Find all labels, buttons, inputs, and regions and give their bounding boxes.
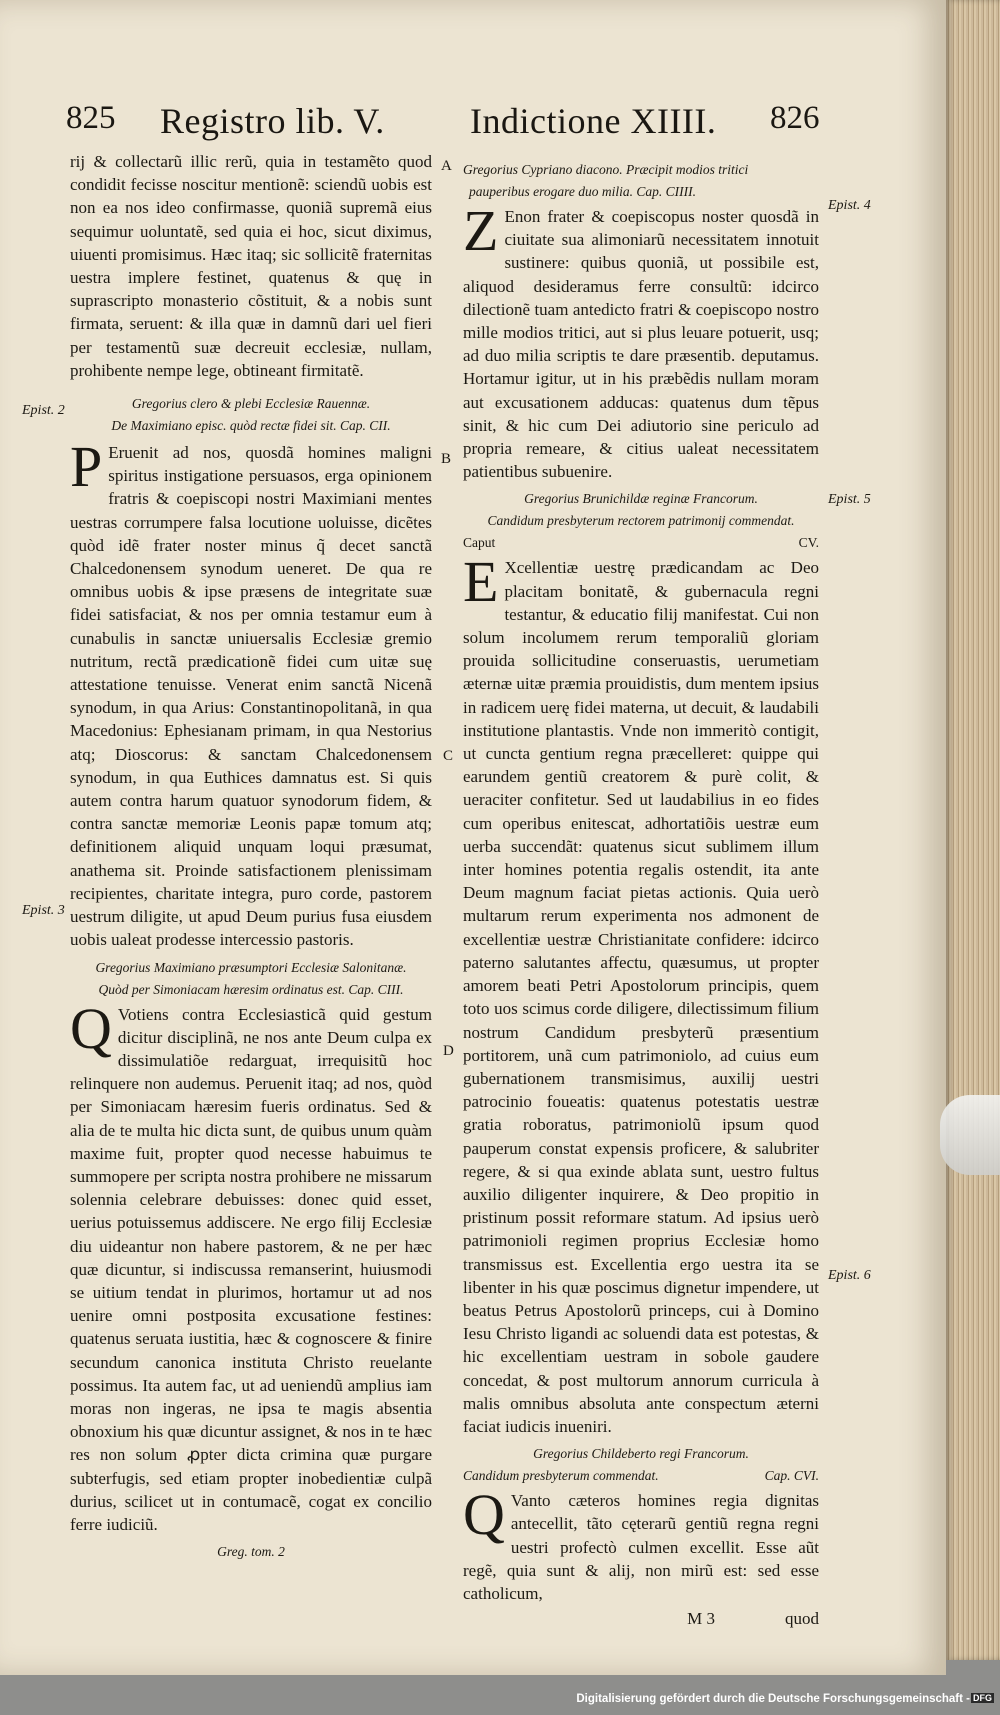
chapter-102-heading-title: De Maximiano episc. quòd rectæ fidei sit. Cap. CII. [111,418,391,434]
margin-note-epist-4: Epist. 4 [828,198,871,213]
page-clip [940,1095,1000,1175]
gathering-signature: Greg. tom. 2 [217,1544,285,1560]
digitization-credit: Digitalisierung gefördert durch die Deutsche Forschungsgemeinschaft - [576,1693,970,1705]
chapter-102-heading-addressee: Gregorius clero & plebi Ecclesiæ Rauennæ. [131,396,371,412]
continued-text: rij & collectarũ illic rerũ, quia in testamẽto quod condidit fecisse noscitur mentionẽ: sciendũ uobis est non ea nos ideo confirmasse, quoniã supremã eius sequimur uoluntatẽ, sed quia ei hoc, sicut diximus, uiuenti promisimus. Hæc itaq; sic sollicitẽ fraternitas uestra implere festinet, quatenus & quę in suprascripto monasterio cõstituit, & a nobis sunt firmata, seruent: & illa quæ in damnũ dari uel fieri per testamentũ suæ decreuit ecclesiæ, nullam, prohibente nempe lege, obtineant firmitatẽ. [70,152,432,380]
chapter-105-heading-addressee: Gregorius Brunichildæ reginæ Francorum. [524,491,758,507]
chapter-106-subject: Candidum presbyterum commendat. [463,1468,659,1484]
page-foot-marks [463,1607,819,1630]
chapter-106-heading-addressee: Gregorius Childeberto regi Francorum. [533,1446,749,1462]
chapter-105-number: CV. [798,535,819,551]
margin-note-epist-5: Epist. 5 [828,492,871,507]
chapter-105-body [463,549,819,1438]
chapter-102-text: Eruenit ad nos, quosdã homines maligni spiritus instigatione persuasos, erga opinionem fratris & coepiscopi nostri Maximiani mentes uestras corrumpere falsa locutione uoluisse, dicẽtes quòd idẽ frater noster minus q̃ decet sanctã Chalcedonensem synodum ueneret. De qua re omnibus uobis & ipse præsens de integritate suæ fidei satisfaciat, & nos per omnia testamur eum à cunabulis in sanctæ uniuersalis Ecclesiæ gremio nutritum, rectã prædicationẽ fidei cum uitæ suę attestatione tenuisse. Venerat enim sanctã Nicenã synodum, in qua Arius: Constantinopolitanã, in qua Macedonius: Ephesianam primam, in qua Nestorius atq; Dioscorus: & sanctam Chalcedonensem synodum, in qua Euthices damnatus est. Si quis autem contra harum quatuor synodorum fidem, & contra sanctæ memoriæ Leonis papæ tomum atq; definitionem aliquid unquam loqui præsumat, anathema sit. Proinde satisfactionem plenissimam recipientes, charitate integra, puro corde, pastorem uestrum diligite, ut apud Deum purius fusa eiusdem uobis ualeat prodesse intercessio pastoris. [70,443,432,950]
margin-note-epist-2: Epist. 2 [22,403,65,418]
dfg-logo: DFG [973,1693,992,1703]
section-letter-a: A [441,158,452,174]
chapter-105-heading-number [463,533,819,552]
left-running-title: Registro lib. V. [160,101,385,141]
left-page-number: 825 [66,100,116,136]
chapter-105-dropcap: E [463,549,499,615]
margin-note-epist-3: Epist. 3 [22,903,65,918]
chapter-105-text: Xcellentiæ uestrę prædicandam ac Deo placitam bonitatẽ, & gubernacula regni testantur, & educatio filij manifestat. Cui non solum incolumem rerum temporaliũ gloriam prouida sollicitudine conseruastis, uerumetiam æternæ uitæ præmia prouidistis, dum mentem ipsius in radicem uerę fidei materna, ut decuit, & laudabili institutione plantastis. Vnde non immeritò contigit, ut cuncta gentium regna præcelleret: quippe qui earundem gentiũ creatorem & purè colit, & ueraciter confitetur. Sed ut laudabilius in eo fides cum operibus enitescat, adhortatiõis uestræ eum uerba succendãt: quatenus sicut sublimem illum inter homines potentia regalis ostendit, ita ante Deum magnum faciat pietas actionis. Quia uerò multarum rerum experimenta nos admonent de excellentiæ uestræ Christianitate confidere: idcirco paterno salutantes affectu, quæsumus, ut propter amorem beati Petri Apostolorum principis, quem toto uos scimus corde diligere, dilectissimum filium nostrum Candidum presbyterũ præsentium portitorem, unã cum patrimoniolo, ad cuius eum gubernationem transmisimus, auxilij uestri patrocinio foueatis: quatenus potestatis uestræ gratia roboratus, patrimoniolũ ipsum quod pauperum constat expensis proficere, & salubriter regere, & si qua exinde ablata sunt, uestro fultus auxilio diligenter inquirere, & Deo propitio in pristinum possit reformare statum. Ad ipsius uerò patrimonioli regimen proprius Ecclesiæ homo transmissus est. Excellentia ergo uestra ita se libenter in his quæ poscimus dignetur impendere, ut beatus Petrus Apostolorũ princeps, cui à Domino Iesu Christo ligandi ac soluendi data est potestas, & hic excellentiam uestram in sobole gaudere concedat, & post multorum annorum curricula à malis omnibus absoluta ante conspectum æterni faciat iudicis inueniri. [463,558,819,1436]
left-column [70,150,432,1564]
chapter-106-heading-title [463,1466,819,1485]
section-letter-c: C [443,748,454,764]
chapter-104-body [463,198,819,483]
margin-note-epist-6: Epist. 6 [828,1268,871,1283]
catchword: quod [785,1609,819,1629]
page-edges [946,0,1000,1660]
chapter-103-text: Votiens contra Ecclesiasticã quid gestum dicitur disciplinã, ne nos ante Deum culpa ex dissimulatiõe redarguat, irrequisitũ hoc relinquere non audemus. Peruenit itaq; ad nos, quòd per Simoniacam hæresim fueris ordinatus. Sed & alia de te multa hic dicta sunt, de quibus unum quàm maxime fuit, propter quod necesse habuimus te summopere per scripta nostra prohibere ne missarum solennia celebrare debuisses: donec quid esset, uerius potuissemus addiscere. Ne ergo filij Ecclesiæ diu uideantur non habere pastorem, & ne per hæc quæ dicuntur, si indiscussa remanserint, huiusmodi se uitium tendat in plurimos, hortamur ut ad nos uenire omni postposita excusatione festines: quatenus seruata iustitia, hæc & cognoscere & finire secundum canonica instituta Christo reuelante possimus. Ita autem fac, ut ad ueniendũ amplius iam moras non ingeras, ne ipsa te magis absentia obnoxium his quæ dicuntur assignet, & nos in te hæc res non solum ꝓpter dicta crimina quæ purgare subterfugis, sed etiam propter inobedientiæ culpã durius, scilicet ut in contumacẽ, cogat ex concilio ferre iudiciũ. [70,1004,432,1534]
chapter-105-caput-label: Caput [463,535,496,551]
chapter-103-dropcap: Q [70,995,112,1061]
chapter-106-text: Vanto cæteros homines regia dignitas antecellit, tãto cęterarũ gentiũ regna regni uestri profectò culmen excellit. Esse aũt regẽ, quia sunt & alij, non mirũ est: sed esse catholicum, [463,1491,819,1603]
section-letter-d: D [443,1043,454,1059]
section-letter-b: B [441,451,452,467]
chapter-103-heading-title: Quòd per Simoniacam hæresim ordinatus est. Cap. CIII. [98,981,404,997]
chapter-103-body [70,995,432,1537]
signature-mark: M 3 [687,1609,715,1629]
chapter-104-heading-addressee: Gregorius Cypriano diacono. Præcipit modios tritici [463,162,749,177]
chapter-104-dropcap: Z [463,198,499,263]
chapter-102-body [70,434,432,951]
chapter-102-dropcap: P [70,434,103,500]
chapter-103-heading-addressee: Gregorius Maximiano præsumptori Ecclesiæ Salonitanæ. [95,959,407,975]
chapter-106-dropcap: Q [463,1482,505,1548]
right-column [463,157,819,1630]
chapter-105-heading-title: Candidum presbyterum rectorem patrimonij commendat. [487,513,795,529]
chapter-104-text: Enon frater & coepiscopus noster quosdã in ciuitate sua alimoniarũ necessitatem innotuit sustinere: quibus quoniã, ut possibile est, aliquod desideramus ferre consultũ: idcirco dilectionẽ tuam antedicto fratri & coepiscopo nostro mille modios tritici, aut si plus leuare potuerit, usq; ad duo milia scriptis te dare præsentib. deputamus. Hortamur igitur, ut in his præbẽdis nullam moram aut excusationem adducas: quatenus dum tẽpus sinit, & hic cum Dei adiutorio sine periculo ad propria remeare, & citius ualeat necessitatem patientibus subuenire. [463,207,819,482]
chapter-104-heading-title: pauperibus erogare duo milia. Cap. CIIII. [469,184,696,199]
right-running-title: Indictione XIIII. [470,101,717,141]
chapter-106-number: Cap. CVI. [764,1468,819,1484]
right-page-number: 826 [770,100,820,136]
chapter-106-body [463,1482,819,1605]
